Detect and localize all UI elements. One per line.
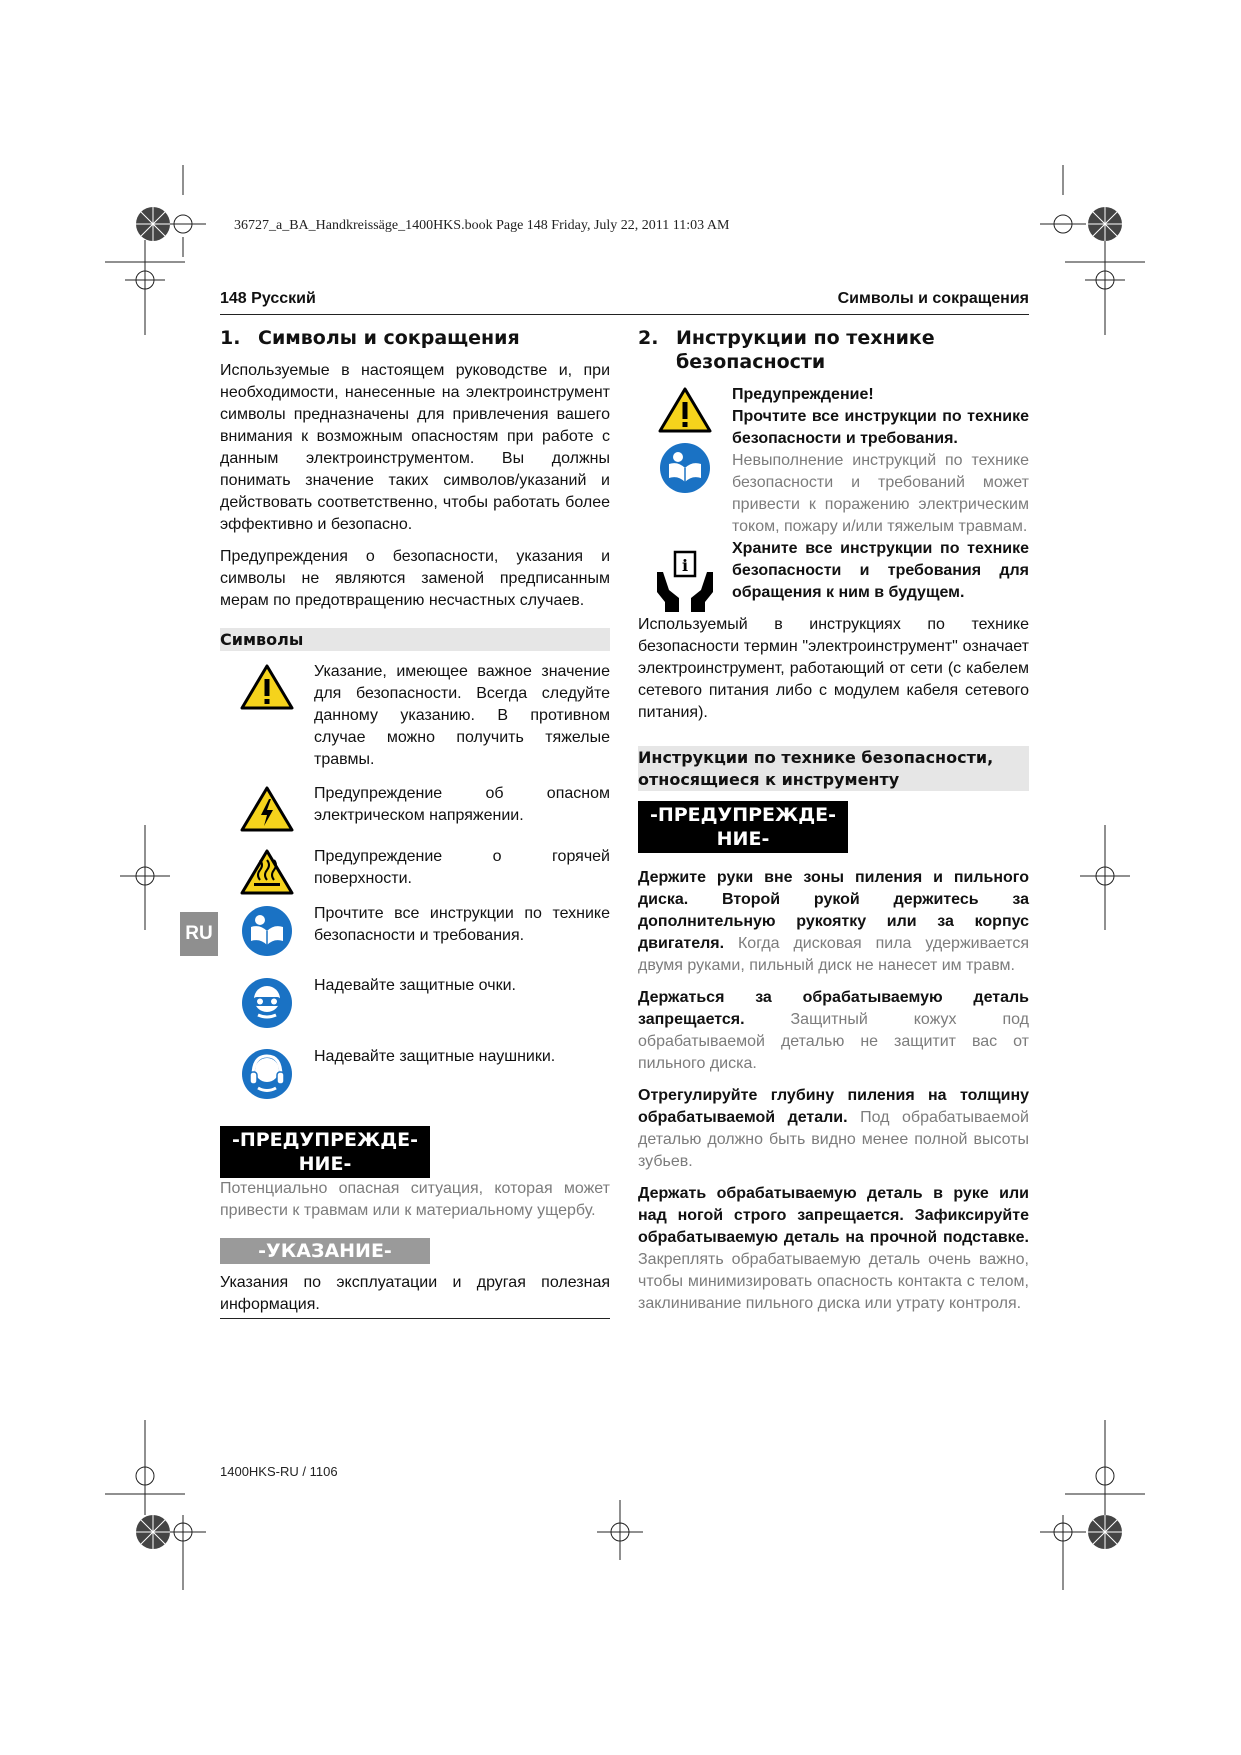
symbol-row [220,903,610,975]
header-rule [220,314,1029,315]
read-manual-icon [220,903,314,957]
symbol-text: Указание, имеющее важное значение для безопасности. Всегда следуйте данному указанию. В противном случае можно получить тяжелые травмы. [314,663,610,768]
warning-grey-text: Невыполнение инструкций по технике безопасности и требований может привести к поражению электрическим током, пожару и/или тяжелым травмам. [732,452,1029,535]
symbol-text: Предупреждение об опасном электрическом напряжении. [314,785,610,824]
ear-protection-icon [220,1046,314,1100]
symbol-row [220,846,610,903]
warning-title: Предупреждение! [732,386,874,403]
safety-icons [638,384,732,614]
symbol-text: Надевайте защитные наушники. [314,1048,556,1065]
note-description: Указания по эксплуатации и другая полезная информация. [220,1274,610,1313]
symbol-row [220,661,610,783]
running-head-left: 148 Русский [220,290,316,307]
rule-paragraph: Держаться за обрабатываемую деталь запрещается. Защитный кожух под обрабатываемой деталью не защитит вас от пильного диска. [638,989,1029,1072]
keep-instructions-icon [655,550,715,614]
safety-warning-text [732,384,1029,614]
symbol-row [220,1046,610,1126]
rule-paragraph: Отрегулируйте глубину пиления на толщину обрабатываемой детали. Под обрабатываемой деталью должно быть видно менее полной высоты зубьев. [638,1087,1029,1170]
warning-label: -ПРЕДУПРЕЖДЕ- НИЕ- [220,1126,430,1178]
left-column [220,326,610,1319]
running-head-right: Символы и сокращения [837,290,1029,307]
note-label: -УКАЗАНИЕ- [220,1238,430,1264]
section-1-heading: 1. Символы и сокращения [220,327,520,349]
section-2-heading: 2. Инструкции по технике безопасности [638,327,935,373]
intro-paragraph-1: Используемые в настоящем руководстве и, при необходимости, нанесенные на электроинструмент символы предназначены для привлечения вашего внимания к возможным опасностям при работе с данным электроинструментом. Вы должны понимать значение таких символов/указаний и действовать соответственно, чтобы работать более эффективно и безопасно. [220,362,610,533]
symbol-text: Надевайте защитные очки. [314,977,516,994]
warning-triangle-icon [220,661,314,711]
warning-triangle-icon [658,386,712,434]
rule-paragraph: Держать обрабатываемую деталь в руке или над ногой строго запрещается. Зафиксируйте обрабатываемую деталь на прочной подставке. Закреплять обрабатываемую деталь очень важно, чтобы минимизировать опасность контакта с телом, заклинивание пильного диска или утрату контроля. [638,1185,1029,1312]
safety-warning-block [638,384,1029,614]
symbol-text: Прочтите все инструкции по технике безопасности и требования. [314,905,610,944]
symbols-heading: Символы [220,628,610,651]
print-header: 36727_a_BA_Handkreissäge_1400HKS.book Page 148 Friday, July 22, 2011 11:03 AM [234,218,730,233]
column-end-rule [220,1318,610,1319]
keep-instructions-text: Храните все инструкции по технике безопасности и требования для обращения к ним в будущем. [732,540,1029,601]
footer-code: 1400HKS-RU / 1106 [220,1464,338,1479]
warning-description: Потенциально опасная ситуация, которая может привести к травмам или к материальному ущербу. [220,1180,610,1219]
safety-goggles-icon [220,975,314,1029]
intro-paragraph-2: Предупреждения о безопасности, указания и символы не являются заменой предписанным мерам по предотвращению несчастных случаев. [220,548,610,609]
symbol-row [220,783,610,846]
hot-surface-icon [220,846,314,896]
right-column [638,326,1029,1325]
language-tab: RU [180,912,218,956]
warning-label: -ПРЕДУПРЕЖДЕ- НИЕ- [638,801,848,853]
electric-hazard-icon [220,783,314,833]
read-manual-icon [659,442,711,494]
rule-paragraph: Держите руки вне зоны пиления и пильного диска. Второй рукой держитесь за дополнительную рукоятку или за корпус двигателя. Когда дисковая пила удерживается двумя руками, пильный диск не нанесет им травм. [638,869,1029,974]
symbol-row [220,975,610,1046]
tool-safety-heading: Инструкции по технике безопасности, относящиеся к инструменту [638,746,1029,791]
term-paragraph: Используемый в инструкциях по технике безопасности термин "электроинструмент" означает электроинструмент, работающий от сети (с кабелем сетевого питания либо с модулем кабеля сетевого питания). [638,616,1029,721]
symbol-text: Предупреждение о горячей поверхности. [314,848,610,887]
warning-bold-text: Прочтите все инструкции по технике безопасности и требования. [732,408,1029,447]
svg-text:i: i [681,556,689,575]
